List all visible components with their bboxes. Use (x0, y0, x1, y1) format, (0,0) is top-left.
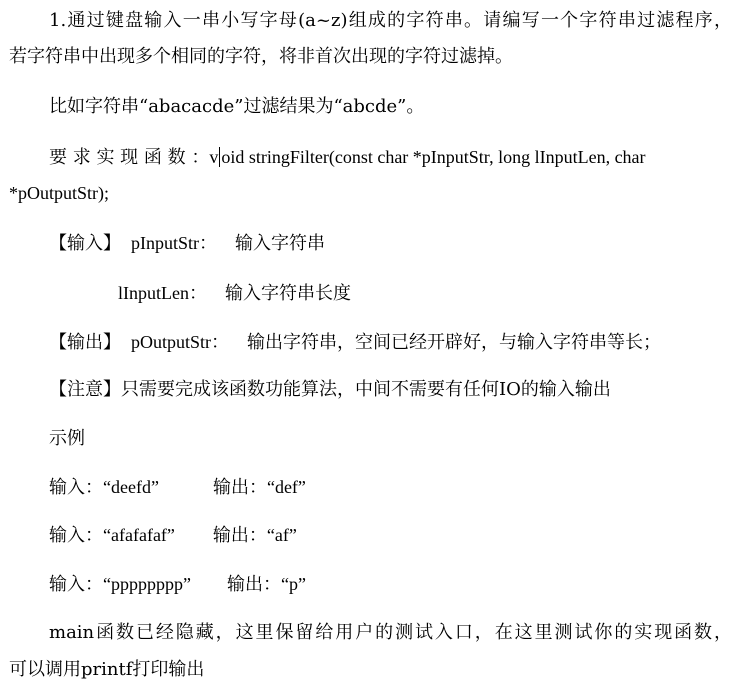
footer-line-1: main函数已经隐藏，这里保留给用户的测试入口，在这里测试你的实现函数， (49, 622, 732, 643)
problem-statement-line-2: 若字符串中出现多个相同的字符，将非首次出现的字符过滤掉。 (9, 46, 513, 67)
output-param-desc: 输出字符串，空间已经开辟好，与输入字符串等长； (247, 332, 662, 353)
example-input-label: 输入： (49, 574, 103, 595)
example-output-label: 输出： (212, 525, 267, 546)
function-signature-line-2: *pOutputStr); (9, 183, 110, 203)
example-input-value: “pppppppp” (103, 574, 191, 594)
note-line: 【注意】只需要完成该函数功能算法，中间不需要有任何IO的输入输出 (49, 379, 611, 400)
example-row-3 (49, 573, 306, 596)
input-param-name: pInputStr： (131, 233, 218, 253)
problem-statement-line-1: 1.通过键盘输入一串小写字母(a~z)组成的字符串。请编写一个字符串过滤程序， (49, 10, 732, 31)
example-input-label: 输入： (49, 477, 103, 498)
example-output-value: “p” (280, 574, 306, 594)
input-tag: 【输入】 (49, 233, 121, 254)
signature-code-start: v (209, 147, 219, 167)
example-output-label: 输出： (226, 574, 281, 595)
example-output-value: “def” (266, 477, 306, 497)
input-length-param-name: lInputLen： (118, 283, 207, 303)
example-row-1 (49, 476, 306, 499)
output-param-row (49, 331, 661, 354)
input-length-param-desc: 输入字符串长度 (224, 283, 351, 304)
requirement-label: 要 求 实 现 函 数 ： (49, 147, 210, 168)
signature-code-rest: oid stringFilter(const char *pInputStr, long lInputLen, char (221, 147, 646, 167)
footer-line-2: 可以调用printf打印输出 (9, 659, 205, 680)
example-row-2 (49, 524, 297, 547)
example-input-value: “afafafaf” (103, 525, 175, 545)
example-input-value: “deefd” (103, 477, 159, 497)
example-input-label: 输入： (49, 525, 103, 546)
example-heading: 示例 (49, 428, 85, 449)
output-tag: 【输出】 (49, 332, 121, 353)
function-signature-line-1 (49, 146, 732, 169)
example-description: 比如字符串“abacacde”过滤结果为“abcde”。 (49, 96, 425, 117)
input-param-desc: 输入字符串 (235, 233, 326, 254)
input-param-row-2 (118, 282, 351, 305)
output-param-name: pOutputStr： (131, 332, 230, 352)
example-output-value: “af” (266, 525, 297, 545)
input-param-row-1 (49, 232, 325, 255)
example-output-label: 输出： (212, 477, 267, 498)
